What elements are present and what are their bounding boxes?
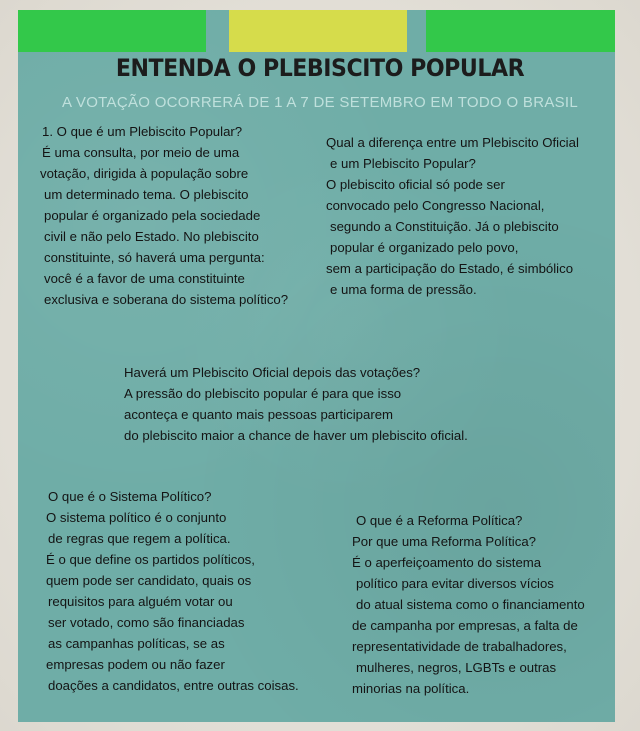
section-plebiscito-popular [42,121,288,310]
text-line: de regras que regem a política. [48,531,231,546]
text-line: empresas podem ou não fazer [46,657,225,672]
text-line: ser votado, como são financiadas [48,615,245,630]
text-line: mulheres, negros, LGBTs e outras [356,660,557,675]
page-title: ENTENDA O PLEBISCITO POPULAR [115,54,525,82]
text-line: aconteça e quanto mais pessoas participarem [124,407,394,422]
text-line: e um Plebiscito Popular? [330,156,476,171]
text-line: doações a candidatos, entre outras coisas. [48,678,299,693]
text-line: do plebiscito maior a chance de haver um plebiscito oficial. [124,428,468,443]
text-line: quem pode ser candidato, quais os [46,573,252,588]
text-line: É o que define os partidos políticos, [46,552,255,567]
section-plebiscito-oficial [124,362,468,446]
text-line: segundo a Constituição. Já o plebiscito [330,219,559,234]
text-line: exclusiva e soberana do sistema político? [44,292,289,307]
yellow-bar-center [229,10,407,52]
text-line: Por que uma Reforma Política? [352,534,536,549]
page-subtitle: A VOTAÇÃO OCORRERÁ DE 1 A 7 DE SETEMBRO EM TODO O BRASIL [61,94,579,111]
text-line: e uma forma de pressão. [330,282,477,297]
text-line: O plebiscito oficial só pode ser [326,177,505,192]
text-line: sem a participação do Estado, é simbólico [326,261,574,276]
text-line: civil e não pelo Estado. No plebiscito [44,229,259,244]
text-line: convocado pelo Congresso Nacional, [326,198,545,213]
text-line: 1. O que é um Plebiscito Popular? [42,124,243,139]
section-diferenca [326,132,579,300]
section-reforma-politica [352,510,585,699]
text-line: O sistema político é o conjunto [46,510,227,525]
section-sistema-politico [46,486,299,696]
text-line: O que é o Sistema Político? [48,489,212,504]
text-line: popular é organizado pela sociedade [44,208,261,223]
text-line: requisitos para alguém votar ou [48,594,233,609]
text-line: do atual sistema como o financiamento [356,597,585,612]
text-line: popular é organizado pelo povo, [330,240,519,255]
green-bar-left [18,10,206,52]
text-line: constituinte, só haverá uma pergunta: [44,250,265,265]
text-line: representatividade de trabalhadores, [352,639,567,654]
green-bar-right [426,10,615,52]
text-line: O que é a Reforma Política? [356,513,523,528]
text-line: É uma consulta, por meio de uma [42,145,240,160]
text-line: Qual a diferença entre um Plebiscito Oficial [326,135,579,150]
text-line: um determinado tema. O plebiscito [44,187,249,202]
text-line: A pressão do plebiscito popular é para que isso [124,386,402,401]
text-line: você é a favor de uma constituinte [44,271,245,286]
text-line: votação, dirigida à população sobre [40,166,249,181]
text-line: Haverá um Plebiscito Oficial depois das votações? [124,365,421,380]
text-line: político para evitar diversos vícios [356,576,554,591]
text-line: as campanhas políticas, se as [48,636,225,651]
text-line: minorias na política. [352,681,470,696]
text-line: de campanha por empresas, a falta de [352,618,578,633]
text-line: É o aperfeiçoamento do sistema [352,555,542,570]
